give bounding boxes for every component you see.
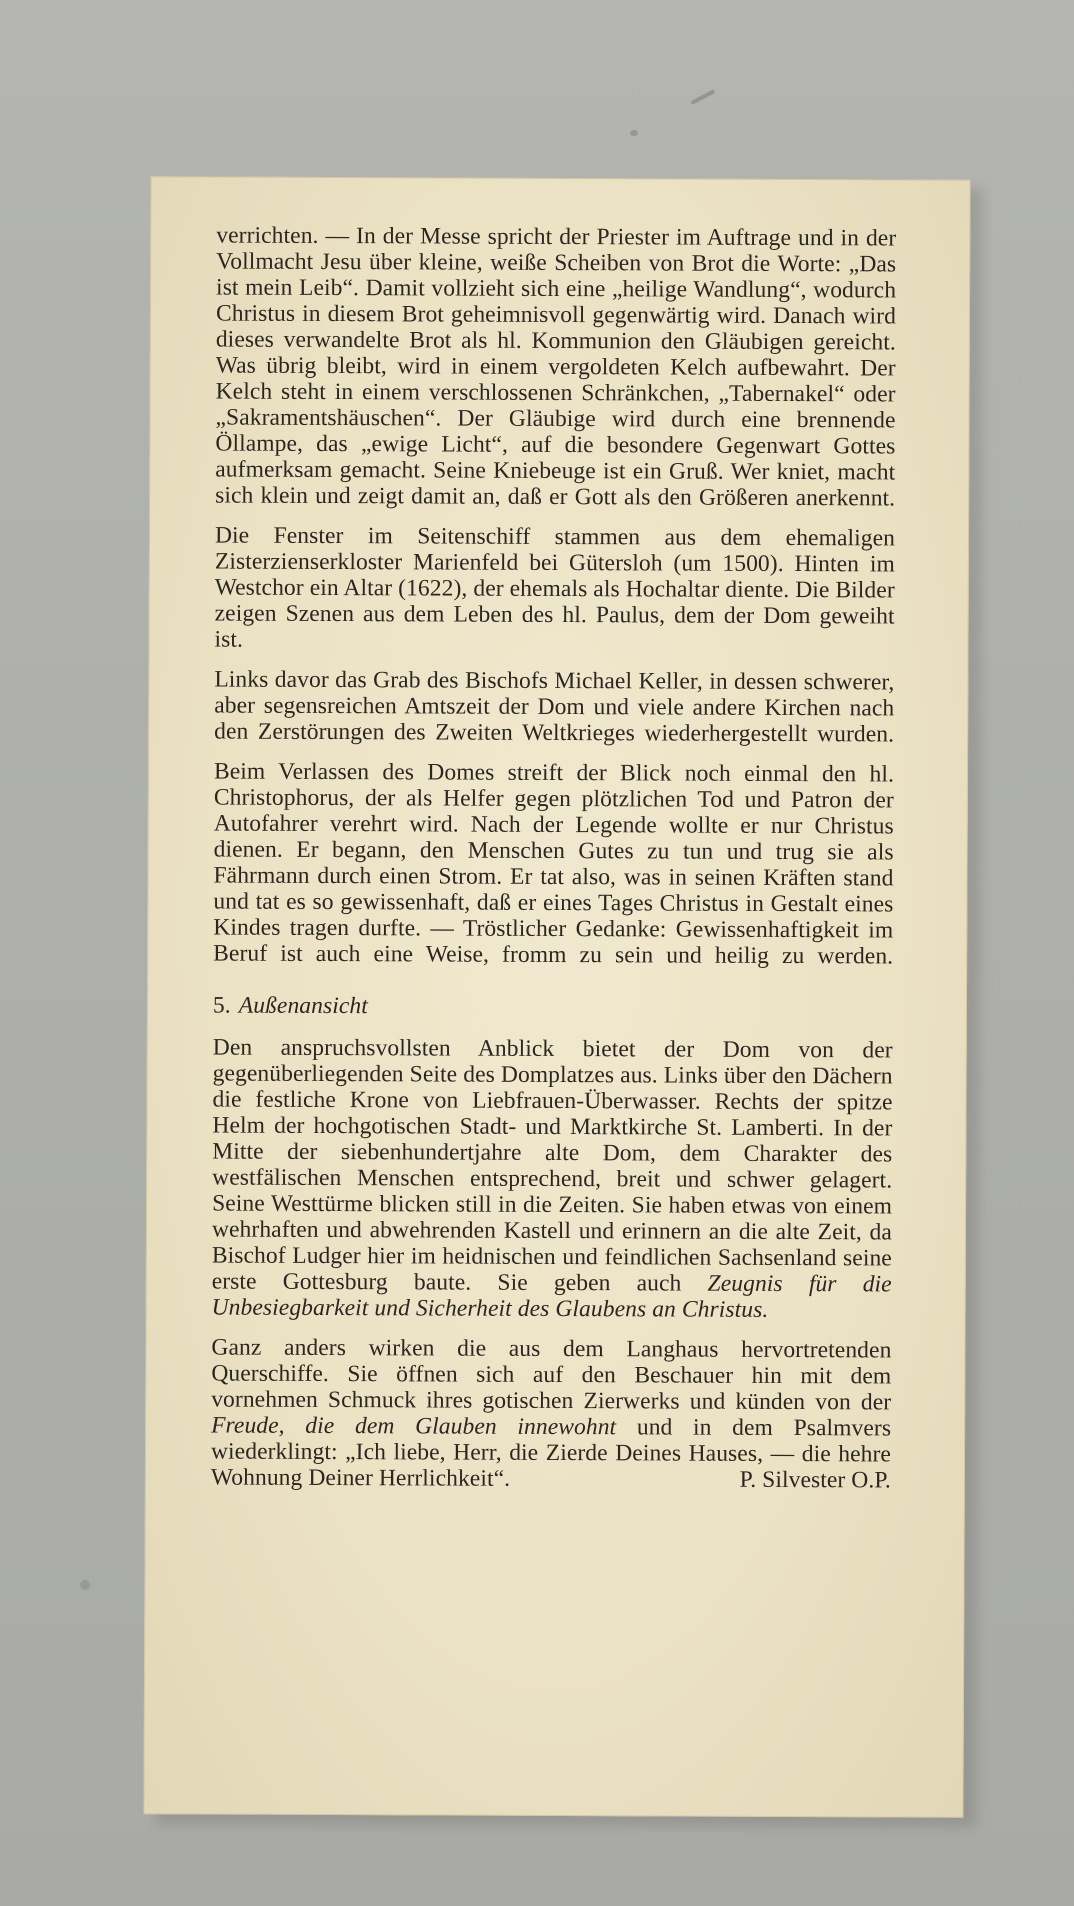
paragraph-grave: Links davor das Grab des Bischofs Michael Keller, in dessen schwerer, aber segensreichen Amtszeit der Dom und viele andere Kirchen nach den Zerstörungen des Zweiten Weltkrieges wiederhergestellt wurden.: [214, 666, 895, 748]
section-title: Außenansicht: [238, 992, 368, 1020]
author-signature: P. Silvester O.P.: [739, 1466, 891, 1494]
dust-speck: [80, 1580, 90, 1590]
paragraph-windows: Die Fenster im Seitenschiff stammen aus dem ehemaligen Zisterzienserkloster Marienfeld bei Gütersloh (um 1500). Hinten im Westchor ein Altar (1622), der ehemals als Hochaltar diente. Die Bilder zeigen Szenen aus dem Leben des hl. Paulus, dem der Dom geweiht ist.: [214, 522, 896, 653]
section-heading: [213, 992, 893, 1021]
paragraph-mass: verrichten. — In der Messe spricht der Priester im Auftrage und in der Vollmacht Jesu über kleine, weiße Scheiben von Brot die Worte: „Das ist mein Leib“. Damit vollzieht sich eine „heilige Wandlung“, wodurch Christus in diesem Brot geheimnisvoll gegenwärtig wird. Danach wird dieses verwandelte Brot als hl. Kommunion den Gläubigen gereicht. Was übrig bleibt, wird in einem vergoldeten Kelch aufbewahrt. Der Kelch steht in einem verschlossenen Schränkchen, „Tabernakel“ oder „Sakramentshäuschen“. Der Gläubige wird durch eine brennende Öllampe, das „ewige Licht“, auf die besondere Gegenwart Gottes aufmerksam gemacht. Seine Kniebeuge ist ein Gruß. Wer kniet, macht sich klein und zeigt damit an, daß er Gott als den Größeren anerkennt.: [215, 222, 897, 512]
paragraph-christophorus: Beim Verlassen des Domes streift der Blick noch einmal den hl. Christophorus, der als Helfer gegen plötzlichen Tod und Patron der Autofahrer verehrt wird. Nach der Legende wollte er nur Christus dienen. Er begann, den Menschen Gutes zu tun und trug sie als Fährmann durch einen Strom. Er tat also, was in seinen Kräften stand und tat es so gewissenhaft, daß er eines Tages Christus in Gestalt eines Kindes tragen durfte. — Tröstlicher Gedanke: Gewissenhaftigkeit im Beruf ist auch eine Weise, fromm zu sein und heilig zu werden.: [213, 758, 895, 970]
leaflet-text-column: [211, 223, 897, 1494]
paragraph-exterior: [212, 1034, 893, 1323]
paragraph-transepts-text-a: Ganz anders wirken die aus dem Langhaus hervortretenden Querschiffe. Sie öffnen sich auf den Beschauer hin mit dem vornehmen Schmuck ihres gotischen Zierwerks und künden von der: [211, 1334, 892, 1416]
paragraph-exterior-text: Den anspruchsvollsten Anblick bietet der Dom von der gegenüberliegenden Seite des Domplatzes aus. Links über den Dächern die festliche Krone von Liebfrauen-Überwasser. Rechts der spitze Helm der hochgotischen Stadt- und Marktkirche St. Lamberti. In der Mitte der siebenhundertjahre alte Dom, dem Charakter des westfälischen Menschen entsprechend, breit und schwer gelagert. Seine Westtürme blicken still in die Zeiten. Sie haben etwas von einem wehrhaften und abwehrenden Kastell und erinnern an die alte Zeit, da Bischof Ludger hier im heidnischen und feindlichen Sachsenland seine erste Gottesburg baute. Sie geben auch: [211, 1034, 893, 1297]
printed-leaflet: [143, 176, 970, 1818]
paragraph-exterior-emphasis: Zeugnis für die Unbesiegbarkeit und Sicherheit des Glaubens an Christus.: [211, 1270, 892, 1323]
paragraph-transepts: [211, 1334, 892, 1467]
paragraph-transepts-text-b: und in dem Psalmvers wiederklingt: „Ich liebe, Herr, die Zierde Deines Hauses, — die hehre: [210, 1414, 892, 1468]
paragraph-transepts-emphasis: Freude, die dem Glauben innewohnt: [211, 1412, 617, 1441]
dust-speck: [630, 130, 638, 136]
closing-text: Wohnung Deiner Herrlichkeit“.: [210, 1464, 511, 1492]
section-number: 5.: [212, 992, 231, 1019]
dust-speck: [691, 89, 716, 105]
closing-line: [211, 1464, 891, 1493]
